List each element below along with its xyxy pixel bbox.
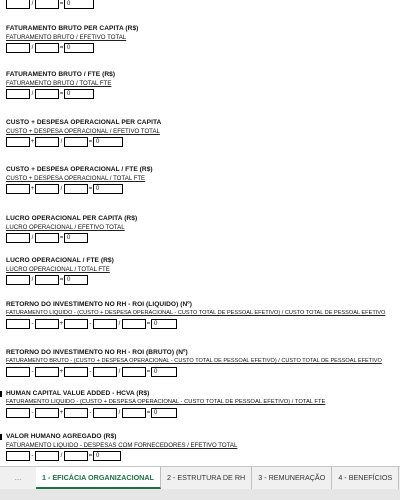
operator: /	[31, 90, 34, 97]
input-cell[interactable]	[64, 137, 88, 147]
tab-beneficios[interactable]: 4 - BENEFÍCIOS	[332, 467, 399, 489]
operator: -	[31, 320, 34, 327]
input-cell[interactable]	[35, 367, 59, 377]
operator: =	[59, 276, 64, 283]
row-marker	[0, 434, 2, 440]
sheet-tab-bar	[0, 466, 400, 500]
tab-estrutura-de-rh[interactable]: 2 - ESTRUTURA DE RH	[161, 467, 252, 489]
operator: +	[30, 138, 35, 145]
result-cell: 0	[93, 184, 123, 194]
input-cell[interactable]	[35, 275, 59, 285]
operator: +	[59, 320, 64, 327]
metric-title: CUSTO + DESPESA OPERACIONAL / FTE (R$)	[6, 166, 153, 173]
result-cell: 0	[151, 408, 177, 418]
operator: /	[118, 409, 121, 416]
input-cell[interactable]	[6, 184, 30, 194]
metric-formula: FATURAMENTO LIQUIDO - DESPESAS COM FORNECEDORES / EFETIVO TOTAL	[6, 442, 238, 449]
operator: /	[60, 138, 63, 145]
metric-block-5	[6, 214, 137, 243]
operator: =	[59, 0, 64, 7]
operator: +	[30, 185, 35, 192]
operator: =	[146, 409, 151, 416]
result-cell: 0	[151, 367, 177, 377]
operator: =	[59, 234, 64, 241]
input-cell[interactable]	[64, 367, 88, 377]
input-cell[interactable]	[35, 451, 59, 461]
operator: /	[118, 368, 121, 375]
result-cell: 0	[93, 137, 123, 147]
operator: =	[59, 90, 64, 97]
metric-formula: FATURAMENTO BRUTO - (CUSTO + DESPESA OPERACIONAL - CUSTO TOTAL DE PESSOAL EFETIVO) / CUSTO TOTAL DE PESSOAL EFETIVO	[6, 358, 382, 364]
metric-title: VALOR HUMANO AGREGADO (R$)	[6, 433, 117, 440]
input-cell[interactable]	[35, 137, 59, 147]
operator: =	[146, 320, 151, 327]
metric-formula: FATURAMENTO BRUTO / TOTAL FTE	[6, 80, 112, 87]
tab-scroll-ellipsis[interactable]: ...	[14, 473, 22, 482]
metric-title: LUCRO OPERACIONAL / FTE (R$)	[6, 257, 114, 264]
metric-title: FATURAMENTO BRUTO PER CAPITA (R$)	[6, 25, 139, 32]
input-cell[interactable]	[6, 367, 30, 377]
metric-title: LUCRO OPERACIONAL PER CAPITA (R$)	[6, 215, 138, 222]
operator: /	[60, 452, 63, 459]
operator: +	[59, 409, 64, 416]
metric-block-2	[6, 70, 115, 99]
metric-block-8	[6, 348, 382, 377]
input-cell[interactable]	[6, 89, 30, 99]
result-cell: 0	[64, 0, 94, 9]
metric-formula: FATURAMENTO BRUTO / EFETIVO TOTAL	[6, 34, 127, 41]
metric-block-4	[6, 165, 153, 194]
input-cell[interactable]	[6, 233, 30, 243]
operator: -	[31, 452, 34, 459]
operator: /	[31, 276, 34, 283]
metric-title: RETORNO DO INVESTIMENTO NO RH - ROI (LIQUIDO) (Nº)	[6, 301, 192, 308]
operator: -	[31, 409, 34, 416]
input-cell[interactable]	[122, 319, 146, 329]
input-cell[interactable]	[6, 275, 30, 285]
input-cell[interactable]	[93, 319, 117, 329]
metric-block-3	[6, 118, 161, 147]
input-cell[interactable]	[35, 184, 59, 194]
input-cell[interactable]	[35, 43, 59, 53]
input-cell[interactable]	[64, 184, 88, 194]
metric-formula: CUSTO + DESPESA OPERACIONAL / TOTAL FTE	[6, 175, 146, 182]
input-cell[interactable]	[6, 408, 30, 418]
tab-remuneracao[interactable]: 3 - REMUNERAÇÃO	[252, 467, 332, 489]
input-cell[interactable]	[35, 319, 59, 329]
result-cell: 0	[64, 275, 88, 285]
operator: -	[89, 368, 92, 375]
input-cell[interactable]	[6, 319, 30, 329]
result-cell: 0	[64, 233, 88, 243]
metric-formula: LUCRO OPERACIONAL / EFETIVO TOTAL	[6, 224, 125, 231]
input-cell[interactable]	[35, 233, 59, 243]
input-cell[interactable]	[35, 408, 59, 418]
operator: /	[118, 320, 121, 327]
metric-title: FATURAMENTO BRUTO / FTE (R$)	[6, 71, 116, 78]
input-cell[interactable]	[6, 43, 30, 53]
status-bar	[0, 489, 400, 500]
operator: =	[59, 44, 64, 51]
operator: /	[60, 185, 63, 192]
input-cell[interactable]	[93, 408, 117, 418]
input-cell[interactable]	[6, 0, 30, 9]
metric-title: HUMAN CAPITAL VALUE ADDED - HCVA (R$)	[6, 390, 150, 397]
operator: =	[88, 138, 93, 145]
row-marker	[0, 391, 2, 397]
operator: -	[89, 320, 92, 327]
top-partial-row	[6, 0, 94, 9]
tab-eficacia-organizacional[interactable]: 1 - EFICÁCIA ORGANIZACIONAL	[36, 467, 161, 489]
operator: /	[31, 0, 34, 7]
metric-block-10	[6, 432, 237, 461]
metric-formula: CUSTO + DESPESA OPERACIONAL / EFETIVO TOTAL	[6, 128, 160, 135]
input-cell[interactable]	[6, 451, 30, 461]
input-cell[interactable]	[122, 408, 146, 418]
operator: -	[89, 409, 92, 416]
input-cell[interactable]	[64, 319, 88, 329]
input-cell[interactable]	[64, 408, 88, 418]
input-cell[interactable]	[6, 137, 30, 147]
metric-block-1	[6, 24, 138, 53]
input-cell[interactable]	[122, 367, 146, 377]
input-cell[interactable]	[35, 89, 59, 99]
operator: -	[31, 368, 34, 375]
metric-formula: FATURAMENTO LIQUIDO - (CUSTO + DESPESA OPERACIONAL - CUSTO TOTAL DE PESSOAL EFETIVO) / CUSTO TOTAL DE PESSOAL EFETIVO	[6, 310, 386, 316]
result-cell: 0	[64, 43, 94, 53]
result-cell: 0	[64, 89, 94, 99]
result-cell: 0	[93, 451, 121, 461]
operator: /	[31, 44, 34, 51]
input-cell[interactable]	[64, 451, 88, 461]
metric-formula: LUCRO OPERACIONAL / TOTAL FTE	[6, 266, 110, 273]
metric-block-6	[6, 256, 114, 285]
operator: /	[31, 234, 34, 241]
input-cell[interactable]	[93, 367, 117, 377]
metric-formula: FATURAMENTO LIQUIDO - (CUSTO + DESPESA OPERACIONAL - CUSTO TOTAL DE PESSOAL EFETIVO) / TOTAL FTE	[6, 399, 326, 405]
operator: =	[88, 185, 93, 192]
input-cell[interactable]	[35, 0, 59, 9]
metric-title: CUSTO + DESPESA OPERACIONAL PER CAPITA	[6, 119, 162, 126]
result-cell: 0	[151, 319, 177, 329]
operator: =	[88, 452, 93, 459]
metric-block-9	[6, 389, 325, 418]
operator: +	[59, 368, 64, 375]
metric-block-7	[6, 300, 385, 329]
operator: =	[146, 368, 151, 375]
metric-title: RETORNO DO INVESTIMENTO NO RH - ROI (BRUTO) (Nº)	[6, 349, 188, 356]
